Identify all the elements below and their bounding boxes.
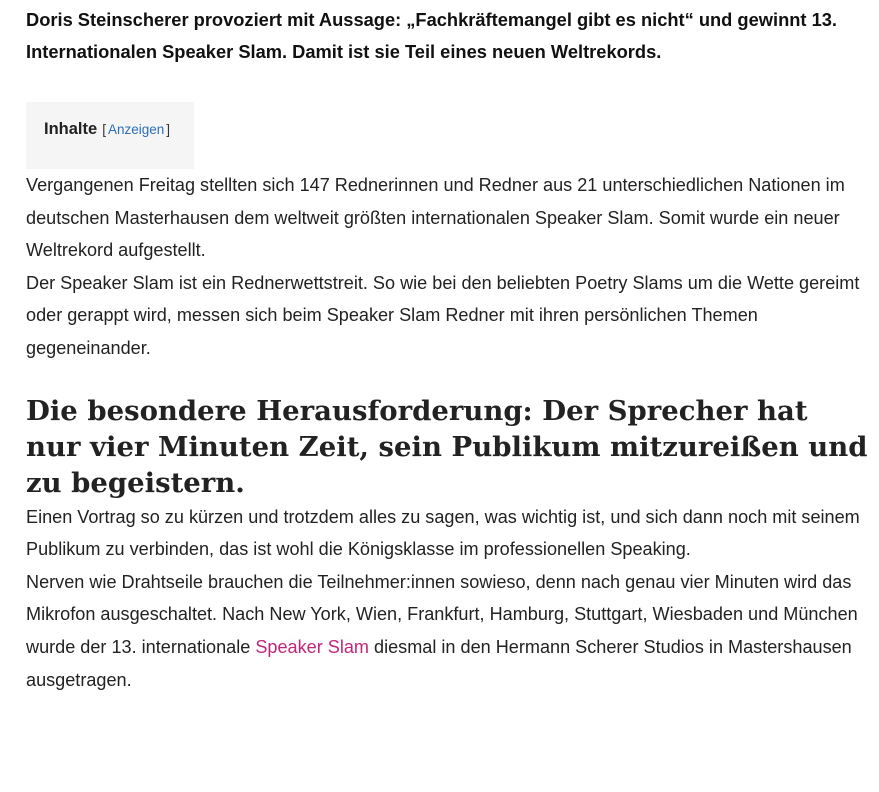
paragraph-intro: Vergangenen Freitag stellten sich 147 Rednerinnen und Redner aus 21 unterschiedlichen Nationen im deutschen Masterhausen dem weltweit größten internationalen Speaker Slam. Somit wurde ein neuer Weltrekord aufgestellt.	[26, 175, 845, 261]
article	[26, 0, 871, 696]
paragraph-vortrag: Einen Vortrag so zu kürzen und trotzdem alles zu sagen, was wichtig ist, und sich dann noch mit seinem Publikum zu verbinden, das ist wohl die Königsklasse im professionellen Speaking.	[26, 506, 860, 560]
paragraph-speaker-slam: Der Speaker Slam ist ein Rednerwettstreit. So wie bei den beliebten Poetry Slams um die Wette gereimt oder gerappt wird, messen sich beim Speaker Slam Redner mit ihren persönlichen Themen gegeneinander.	[26, 272, 860, 358]
paragraph-nerven-text-before: Nerven wie Drahtseile brauchen die Teilnehmer:innen sowieso, denn nach genau vier Minuten wird das Mikrofon ausgeschaltet. Nach New York, Wien, Frankfurt, Hamburg, Stuttgart, Wiesbaden und München wurde der 13. internationale	[26, 571, 858, 657]
section-heading: Die besondere Herausforderung: Der Sprecher hat nur vier Minuten Zeit, sein Publikum mitzureißen und zu begeistern.	[26, 394, 868, 499]
toc-bracket-close: ]	[166, 122, 171, 137]
paragraph-nerven-text-after: diesmal in den Hermann Scherer Studios in Mastershausen ausgetragen.	[26, 636, 852, 690]
toc-bracket-open: [	[102, 122, 106, 137]
speaker-slam-link[interactable]: Speaker Slam	[255, 636, 369, 657]
toc-show-toggle[interactable]: Anzeigen	[107, 122, 165, 137]
paragraph-nerven	[26, 566, 871, 696]
toc-title: Inhalte	[44, 120, 98, 138]
table-of-contents	[26, 102, 194, 169]
article-lead: Doris Steinscherer provoziert mit Aussage: „Fachkräftemangel gibt es nicht“ und gewinnt 13. Internationalen Speaker Slam. Damit ist sie Teil eines neuen Weltrekords.	[26, 9, 837, 62]
